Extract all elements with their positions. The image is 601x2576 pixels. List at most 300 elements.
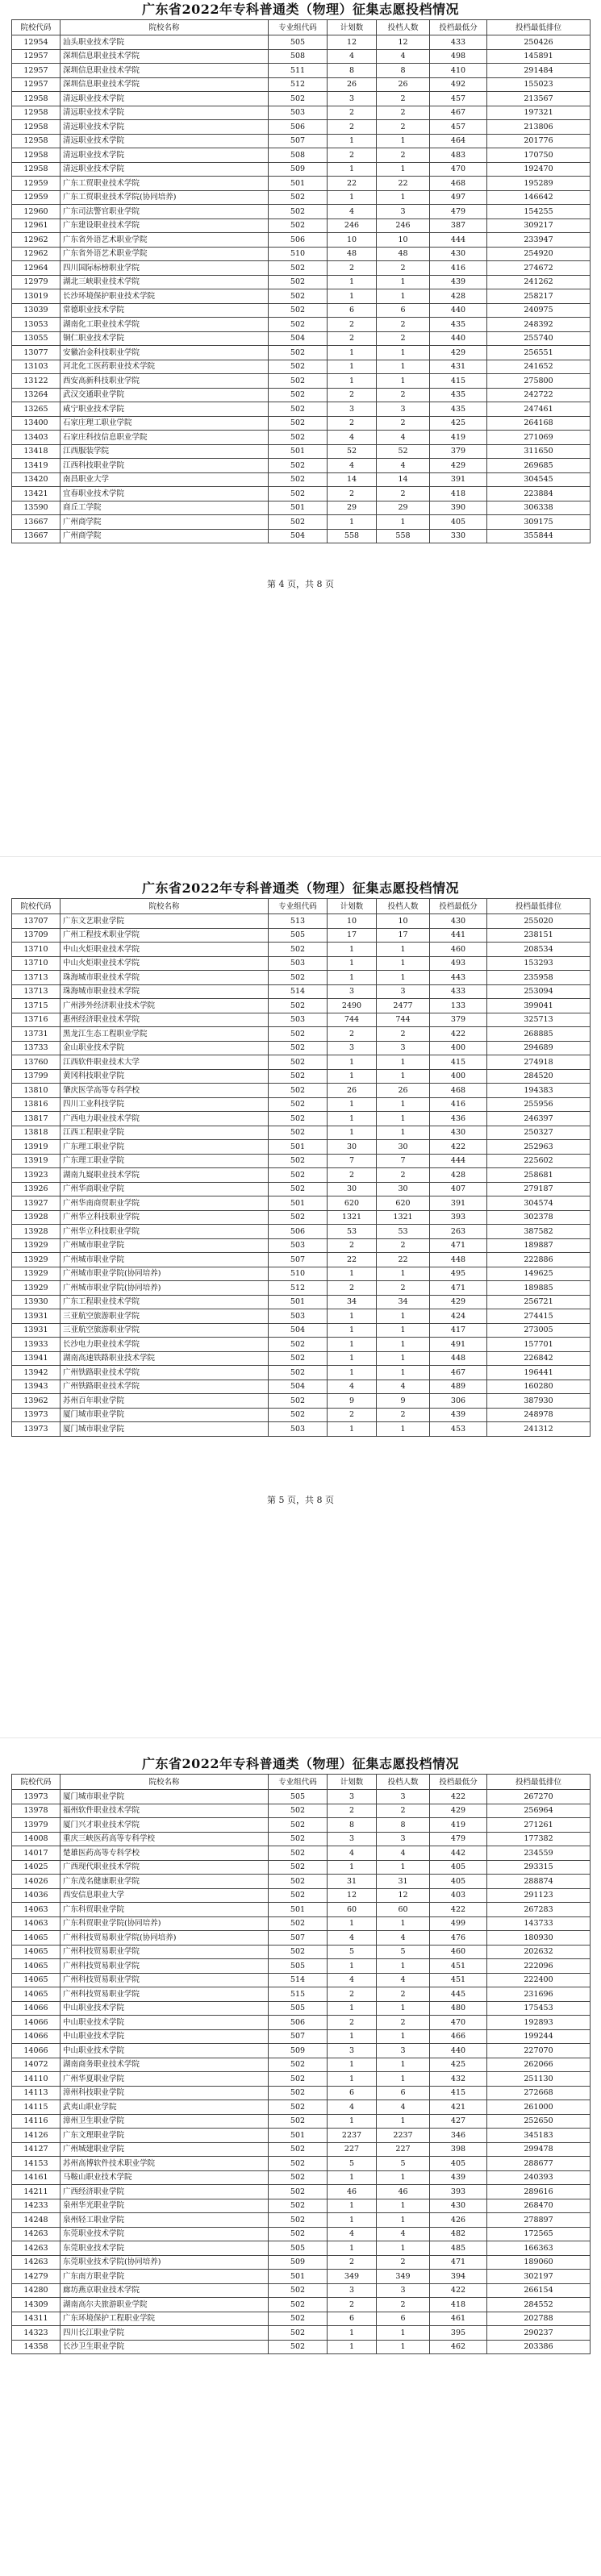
cell-min-score: 436 — [430, 1112, 487, 1126]
table-row — [12, 1351, 591, 1366]
table-row — [12, 1903, 591, 1917]
page-5 — [11, 879, 590, 1506]
cell-min-score: 483 — [430, 148, 487, 163]
header-min-rank: 投档最低排位 — [487, 1775, 591, 1790]
cell-min-score: 424 — [430, 1309, 487, 1324]
table-row — [12, 1323, 591, 1338]
table-row — [12, 2170, 591, 2185]
cell-school-name: 中山职业技术学院 — [61, 2044, 269, 2058]
cell-min-rank: 311650 — [487, 444, 591, 459]
table-row — [12, 120, 591, 135]
cell-school-name: 珠海城市职业技术学院 — [61, 984, 269, 999]
cell-school-code: 13713 — [12, 984, 61, 999]
cell-school-name: 安徽冶金科技职业学院 — [61, 346, 269, 360]
cell-plan-count: 46 — [328, 2185, 377, 2199]
table-row — [12, 106, 591, 120]
table-row — [12, 2016, 591, 2030]
page-4 — [11, 0, 590, 590]
cell-plan-count: 4 — [328, 431, 377, 445]
cell-group-code: 502 — [269, 943, 328, 957]
cell-admit-count: 1 — [377, 374, 430, 389]
cell-min-score: 422 — [430, 1027, 487, 1042]
page-title: 广东省2022年专科普通类（物理）征集志愿投档情况 — [141, 880, 460, 896]
page-title: 广东省2022年专科普通类（物理）征集志愿投档情况 — [141, 2, 460, 17]
cell-min-rank: 309217 — [487, 218, 591, 233]
cell-school-code: 13122 — [12, 374, 61, 389]
cell-admit-count: 8 — [377, 1818, 430, 1833]
cell-min-score: 440 — [430, 2044, 487, 2058]
table-row — [12, 1140, 591, 1155]
cell-min-rank: 262066 — [487, 2058, 591, 2072]
cell-school-name: 广州涉外经济职业技术学院 — [61, 999, 269, 1013]
cell-min-rank: 222886 — [487, 1253, 591, 1267]
cell-school-name: 湖南化工职业技术学院 — [61, 318, 269, 332]
cell-min-rank: 170750 — [487, 148, 591, 163]
cell-admit-count: 1 — [377, 2029, 430, 2044]
cell-min-score: 379 — [430, 1013, 487, 1027]
cell-min-score: 445 — [430, 1987, 487, 2002]
table-row — [12, 190, 591, 205]
cell-school-code: 13928 — [12, 1210, 61, 1225]
cell-min-rank: 256721 — [487, 1295, 591, 1309]
cell-school-name: 广州科技贸易职业学院 — [61, 1945, 269, 1959]
cell-school-name: 中山职业技术学院 — [61, 2001, 269, 2016]
cell-school-code: 12959 — [12, 190, 61, 205]
cell-admit-count: 4 — [377, 1973, 430, 1987]
cell-min-rank: 213567 — [487, 92, 591, 106]
cell-admit-count: 1 — [377, 943, 430, 957]
cell-school-code: 13403 — [12, 431, 61, 445]
cell-group-code: 501 — [269, 501, 328, 515]
cell-group-code: 501 — [269, 1140, 328, 1155]
cell-admit-count: 6 — [377, 303, 430, 318]
cell-school-code: 14065 — [12, 1973, 61, 1987]
cell-admit-count: 349 — [377, 2270, 430, 2284]
cell-plan-count: 1 — [328, 346, 377, 360]
cell-school-code: 13930 — [12, 1295, 61, 1309]
cell-admit-count: 1 — [377, 1055, 430, 1070]
cell-plan-count: 620 — [328, 1196, 377, 1211]
cell-group-code: 503 — [269, 1013, 328, 1027]
cell-admit-count: 3 — [377, 1832, 430, 1846]
cell-school-name: 湖南高速铁路职业技术学院 — [61, 1351, 269, 1366]
cell-min-score: 387 — [430, 218, 487, 233]
table-row — [12, 1041, 591, 1055]
cell-school-name: 广州科技贸易职业学院 — [61, 1973, 269, 1987]
cell-school-code: 13973 — [12, 1408, 61, 1422]
cell-admit-count: 1 — [377, 1422, 430, 1437]
cell-admit-count: 1 — [377, 1338, 430, 1352]
cell-plan-count: 2 — [328, 318, 377, 332]
cell-min-score: 439 — [430, 1408, 487, 1422]
cell-plan-count: 1 — [328, 2213, 377, 2228]
cell-min-score: 448 — [430, 1351, 487, 1366]
cell-plan-count: 1 — [328, 515, 377, 530]
cell-admit-count: 1 — [377, 1309, 430, 1324]
cell-school-code: 14263 — [12, 2255, 61, 2270]
cell-group-code: 502 — [269, 2170, 328, 2185]
cell-admit-count: 2477 — [377, 999, 430, 1013]
cell-plan-count: 1 — [328, 275, 377, 289]
table-row — [12, 346, 591, 360]
cell-admit-count: 5 — [377, 1945, 430, 1959]
cell-group-code: 502 — [269, 289, 328, 304]
table-row — [12, 35, 591, 50]
table-row — [12, 1959, 591, 1974]
table-row — [12, 360, 591, 374]
cell-school-name: 西安信息职业大学 — [61, 1888, 269, 1903]
cell-min-score: 480 — [430, 2001, 487, 2016]
cell-plan-count: 1 — [328, 1055, 377, 1070]
cell-school-code: 12960 — [12, 205, 61, 219]
cell-min-rank: 177382 — [487, 1832, 591, 1846]
cell-plan-count: 1 — [328, 2170, 377, 2185]
cell-min-rank: 325713 — [487, 1013, 591, 1027]
cell-admit-count: 3 — [377, 205, 430, 219]
cell-school-code: 14126 — [12, 2129, 61, 2143]
cell-school-name: 广州铁路职业技术学院 — [61, 1380, 269, 1394]
cell-school-code: 13926 — [12, 1182, 61, 1196]
cell-admit-count: 4 — [377, 1846, 430, 1861]
cell-min-rank: 271069 — [487, 431, 591, 445]
table-row — [12, 77, 591, 92]
cell-min-score: 418 — [430, 2298, 487, 2312]
table-row — [12, 1182, 591, 1196]
cell-admit-count: 2 — [377, 261, 430, 276]
cell-admit-count: 1 — [377, 2241, 430, 2256]
cell-group-code: 502 — [269, 374, 328, 389]
table-row — [12, 1309, 591, 1324]
cell-admit-count: 2 — [377, 106, 430, 120]
cell-admit-count: 12 — [377, 1888, 430, 1903]
cell-min-rank: 278897 — [487, 2213, 591, 2228]
cell-min-score: 405 — [430, 1875, 487, 1889]
cell-school-code: 13713 — [12, 971, 61, 985]
cell-min-score: 495 — [430, 1267, 487, 1281]
cell-school-name: 中山职业技术学院 — [61, 2016, 269, 2030]
cell-group-code: 501 — [269, 1903, 328, 1917]
cell-min-score: 482 — [430, 2227, 487, 2241]
cell-min-score: 435 — [430, 402, 487, 417]
cell-group-code: 514 — [269, 984, 328, 999]
cell-plan-count: 48 — [328, 247, 377, 261]
cell-plan-count: 6 — [328, 2086, 377, 2100]
table-row — [12, 459, 591, 473]
cell-admit-count: 48 — [377, 247, 430, 261]
cell-min-rank: 266154 — [487, 2283, 591, 2298]
cell-group-code: 505 — [269, 35, 328, 50]
cell-school-name: 厦门城市职业学院 — [61, 1790, 269, 1804]
cell-min-rank: 274918 — [487, 1055, 591, 1070]
cell-school-code: 13962 — [12, 1394, 61, 1409]
cell-group-code: 505 — [269, 2001, 328, 2016]
cell-group-code: 502 — [269, 1027, 328, 1042]
cell-school-code: 12958 — [12, 148, 61, 163]
cell-admit-count: 1 — [377, 1097, 430, 1112]
table-row — [12, 1126, 591, 1140]
cell-min-rank: 256551 — [487, 346, 591, 360]
table-row — [12, 1916, 591, 1931]
table-row — [12, 2255, 591, 2270]
cell-school-code: 13919 — [12, 1154, 61, 1168]
table-row — [12, 2227, 591, 2241]
table-row — [12, 1097, 591, 1112]
cell-school-code: 13931 — [12, 1309, 61, 1324]
cell-min-rank: 284520 — [487, 1069, 591, 1084]
cell-plan-count: 26 — [328, 77, 377, 92]
cell-school-name: 广州科技贸易职业学院 — [61, 1959, 269, 1974]
cell-plan-count: 2 — [328, 1408, 377, 1422]
cell-min-score: 390 — [430, 501, 487, 515]
cell-group-code: 502 — [269, 2227, 328, 2241]
cell-plan-count: 4 — [328, 49, 377, 64]
cell-group-code: 502 — [269, 402, 328, 417]
cell-school-code: 13716 — [12, 1013, 61, 1027]
cell-min-score: 416 — [430, 1097, 487, 1112]
table-row — [12, 2001, 591, 2016]
cell-school-code: 13799 — [12, 1069, 61, 1084]
table-row — [12, 472, 591, 487]
table-row — [12, 261, 591, 276]
cell-school-code: 13941 — [12, 1351, 61, 1366]
cell-group-code: 505 — [269, 1959, 328, 1974]
table-row — [12, 1818, 591, 1833]
cell-group-code: 502 — [269, 515, 328, 530]
table-row — [12, 1112, 591, 1126]
cell-school-code: 13421 — [12, 487, 61, 501]
cell-group-code: 502 — [269, 472, 328, 487]
cell-school-name: 深圳信息职业技术学院 — [61, 77, 269, 92]
cell-admit-count: 1 — [377, 134, 430, 148]
cell-min-rank: 248978 — [487, 1408, 591, 1422]
cell-school-name: 长沙卫生职业学院 — [61, 2340, 269, 2354]
cell-plan-count: 4 — [328, 1380, 377, 1394]
cell-min-rank: 306338 — [487, 501, 591, 515]
cell-admit-count: 1 — [377, 190, 430, 205]
cell-admit-count: 2 — [377, 1027, 430, 1042]
cell-group-code: 502 — [269, 999, 328, 1013]
cell-school-code: 14065 — [12, 1987, 61, 2002]
table-row — [12, 247, 591, 261]
cell-school-name: 四川国际标榜职业学院 — [61, 261, 269, 276]
cell-group-code: 502 — [269, 1860, 328, 1875]
cell-group-code: 502 — [269, 1366, 328, 1380]
cell-admit-count: 2237 — [377, 2129, 430, 2143]
cell-group-code: 502 — [269, 1945, 328, 1959]
table-row — [12, 956, 591, 971]
cell-min-score: 422 — [430, 1790, 487, 1804]
cell-admit-count: 1 — [377, 1366, 430, 1380]
cell-admit-count: 1 — [377, 971, 430, 985]
cell-school-name: 金山职业技术学院 — [61, 1041, 269, 1055]
table-row — [12, 2326, 591, 2341]
table-row — [12, 984, 591, 999]
cell-admit-count: 2 — [377, 2255, 430, 2270]
cell-school-name: 广东理工职业学院 — [61, 1154, 269, 1168]
cell-school-name: 厦门兴才职业技术学院 — [61, 1818, 269, 1833]
table-row — [12, 1366, 591, 1380]
cell-plan-count: 1 — [328, 360, 377, 374]
cell-school-name: 长沙电力职业技术学院 — [61, 1338, 269, 1352]
cell-admit-count: 1 — [377, 1069, 430, 1084]
cell-school-name: 广州科技贸易职业学院(协同培养) — [61, 1931, 269, 1946]
cell-min-score: 466 — [430, 2029, 487, 2044]
cell-plan-count: 2 — [328, 1238, 377, 1253]
cell-group-code: 505 — [269, 928, 328, 943]
cell-plan-count: 14 — [328, 472, 377, 487]
cell-plan-count: 7 — [328, 1154, 377, 1168]
table-header-row — [12, 20, 591, 35]
cell-min-score: 416 — [430, 261, 487, 276]
cell-admit-count: 26 — [377, 77, 430, 92]
cell-group-code: 505 — [269, 1790, 328, 1804]
cell-min-score: 467 — [430, 106, 487, 120]
cell-plan-count: 3 — [328, 1041, 377, 1055]
cell-min-score: 489 — [430, 1380, 487, 1394]
header-school-name: 院校名称 — [61, 1775, 269, 1790]
cell-group-code: 502 — [269, 1875, 328, 1889]
table-row — [12, 205, 591, 219]
cell-min-score: 421 — [430, 2100, 487, 2115]
cell-school-code: 13053 — [12, 318, 61, 332]
cell-admit-count: 14 — [377, 472, 430, 487]
cell-school-name: 广西电力职业技术学院 — [61, 1112, 269, 1126]
cell-school-code: 13928 — [12, 1225, 61, 1239]
cell-school-name: 广西现代职业技术学院 — [61, 1860, 269, 1875]
cell-min-rank: 251130 — [487, 2072, 591, 2087]
header-school-code: 院校代码 — [12, 1775, 61, 1790]
cell-admit-count: 1 — [377, 275, 430, 289]
cell-plan-count: 1 — [328, 2029, 377, 2044]
table-row — [12, 177, 591, 191]
cell-school-name: 湖南九嶷职业技术学院 — [61, 1168, 269, 1183]
cell-plan-count: 12 — [328, 35, 377, 50]
table-row — [12, 1238, 591, 1253]
cell-group-code: 502 — [269, 1097, 328, 1112]
cell-group-code: 501 — [269, 1295, 328, 1309]
cell-admit-count: 12 — [377, 35, 430, 50]
cell-plan-count: 6 — [328, 2312, 377, 2326]
cell-school-name: 江西服装学院 — [61, 444, 269, 459]
table-row — [12, 1338, 591, 1352]
cell-min-score: 263 — [430, 1225, 487, 1239]
cell-group-code: 503 — [269, 106, 328, 120]
table-row — [12, 1422, 591, 1437]
cell-school-code: 13929 — [12, 1253, 61, 1267]
cell-min-score: 479 — [430, 205, 487, 219]
cell-group-code: 504 — [269, 1380, 328, 1394]
cell-plan-count: 1 — [328, 1338, 377, 1352]
cell-min-rank: 153293 — [487, 956, 591, 971]
cell-plan-count: 3 — [328, 984, 377, 999]
cell-school-code: 13400 — [12, 416, 61, 431]
table-row — [12, 999, 591, 1013]
cell-school-name: 漳州卫生职业学院 — [61, 2114, 269, 2129]
cell-min-rank: 157701 — [487, 1338, 591, 1352]
cell-plan-count: 227 — [328, 2142, 377, 2157]
cell-school-name: 泉州华光职业学院 — [61, 2199, 269, 2213]
table-row — [12, 1281, 591, 1296]
cell-plan-count: 744 — [328, 1013, 377, 1027]
cell-plan-count: 1 — [328, 1069, 377, 1084]
cell-school-code: 13973 — [12, 1790, 61, 1804]
cell-min-score: 493 — [430, 956, 487, 971]
cell-min-rank: 172565 — [487, 2227, 591, 2241]
cell-plan-count: 2 — [328, 1168, 377, 1183]
cell-group-code: 506 — [269, 2016, 328, 2030]
cell-min-score: 425 — [430, 2058, 487, 2072]
cell-min-rank: 274672 — [487, 261, 591, 276]
cell-group-code: 502 — [269, 275, 328, 289]
cell-min-rank: 225602 — [487, 1154, 591, 1168]
cell-plan-count: 30 — [328, 1182, 377, 1196]
cell-min-rank: 175453 — [487, 2001, 591, 2016]
cell-min-rank: 202632 — [487, 1945, 591, 1959]
cell-school-name: 广州华立科技职业学院 — [61, 1225, 269, 1239]
cell-plan-count: 2 — [328, 106, 377, 120]
cell-school-code: 12958 — [12, 106, 61, 120]
cell-min-rank: 194383 — [487, 1084, 591, 1098]
cell-min-score: 400 — [430, 1041, 487, 1055]
cell-admit-count: 3 — [377, 984, 430, 999]
cell-group-code: 502 — [269, 1338, 328, 1352]
table-row — [12, 1931, 591, 1946]
cell-school-name: 清远职业技术学院 — [61, 148, 269, 163]
cell-plan-count: 29 — [328, 501, 377, 515]
cell-min-score: 429 — [430, 459, 487, 473]
cell-group-code: 502 — [269, 388, 328, 402]
cell-min-score: 498 — [430, 49, 487, 64]
cell-group-code: 508 — [269, 148, 328, 163]
cell-plan-count: 4 — [328, 2100, 377, 2115]
cell-school-name: 黄冈科技职业学院 — [61, 1069, 269, 1084]
table-row — [12, 134, 591, 148]
cell-plan-count: 349 — [328, 2270, 377, 2284]
cell-min-rank: 250426 — [487, 35, 591, 50]
cell-plan-count: 1 — [328, 2199, 377, 2213]
cell-plan-count: 22 — [328, 1253, 377, 1267]
cell-min-score: 433 — [430, 35, 487, 50]
cell-school-name: 四川工业科技学院 — [61, 1097, 269, 1112]
page-footer: 第 5 页，共 8 页 — [267, 1494, 334, 1505]
cell-school-code: 14066 — [12, 2029, 61, 2044]
cell-group-code: 502 — [269, 318, 328, 332]
cell-admit-count: 3 — [377, 1790, 430, 1804]
table-row — [12, 1973, 591, 1987]
header-min-rank: 投档最低排位 — [487, 899, 591, 914]
cell-min-score: 448 — [430, 1253, 487, 1267]
cell-plan-count: 5 — [328, 2157, 377, 2171]
cell-school-name: 深圳信息职业技术学院 — [61, 64, 269, 78]
cell-min-score: 470 — [430, 162, 487, 177]
cell-min-score: 403 — [430, 1888, 487, 1903]
cell-school-name: 广东文理职业学院 — [61, 2129, 269, 2143]
cell-plan-count: 2 — [328, 416, 377, 431]
cell-school-code: 13710 — [12, 943, 61, 957]
cell-plan-count: 2 — [328, 2255, 377, 2270]
cell-admit-count: 10 — [377, 233, 430, 248]
cell-admit-count: 2 — [377, 120, 430, 135]
cell-school-name: 三亚航空旅游职业学院 — [61, 1309, 269, 1324]
cell-school-name: 湖北三峡职业技术学院 — [61, 275, 269, 289]
table-row — [12, 2270, 591, 2284]
cell-group-code: 502 — [269, 190, 328, 205]
cell-min-rank: 143733 — [487, 1916, 591, 1931]
cell-plan-count: 17 — [328, 928, 377, 943]
cell-min-score: 405 — [430, 515, 487, 530]
cell-min-rank: 240975 — [487, 303, 591, 318]
cell-min-score: 497 — [430, 190, 487, 205]
